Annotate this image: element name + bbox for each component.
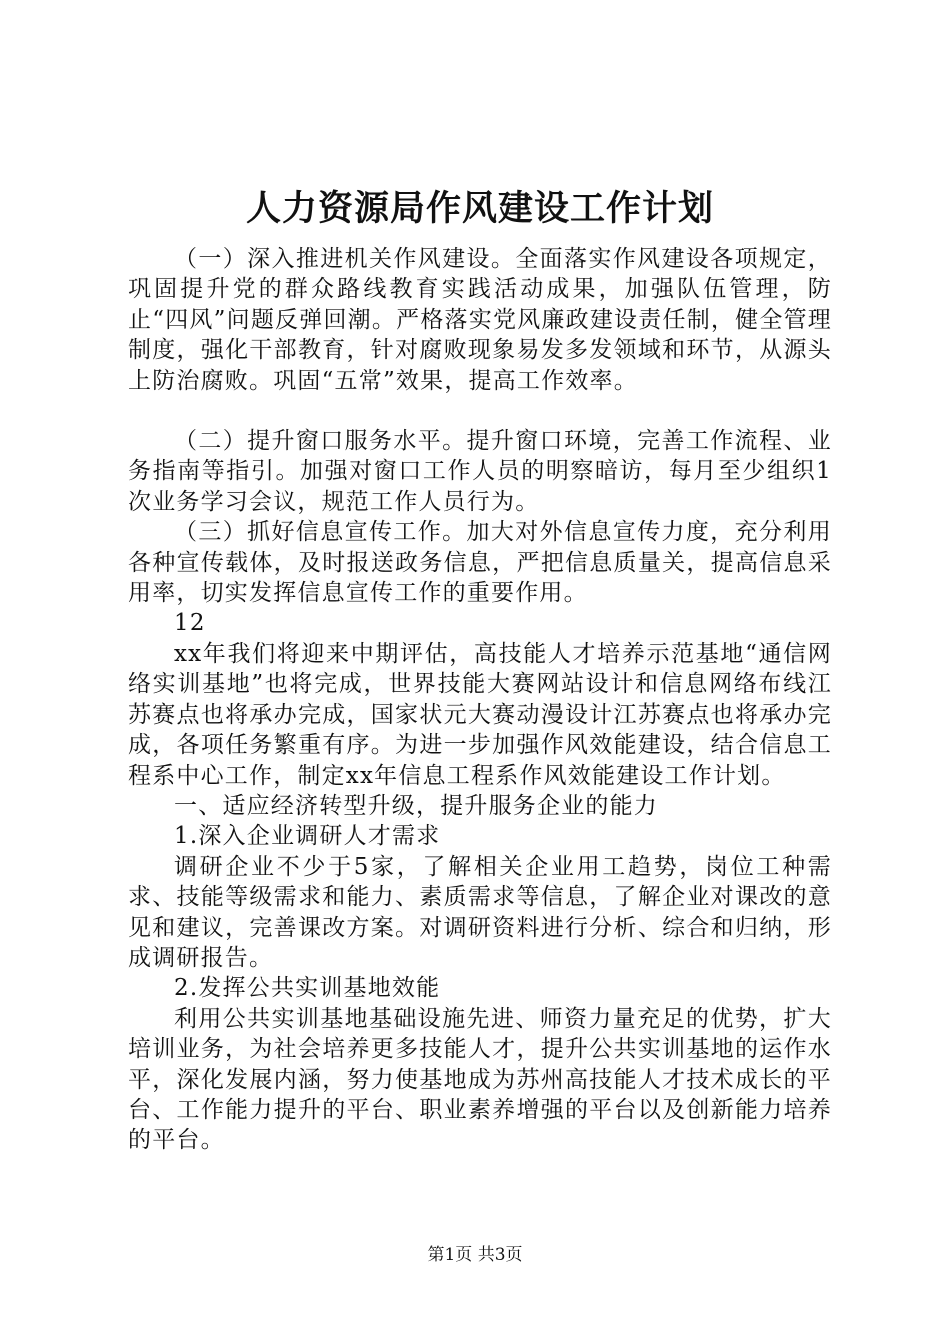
page-footer bbox=[0, 1243, 950, 1267]
paragraph-5: 调研企业不少于5家，了解相关企业用工趋势，岗位工种需求、技能等级需求和能力、素质需求等信息，了解企业对课改的意见和建议，完善课改方案。对调研资料进行分析、综合和归纳，形成调研报告。 bbox=[128, 853, 832, 971]
document-title: 人力资源局作风建设工作计划 bbox=[245, 188, 714, 229]
document-page bbox=[128, 180, 832, 1156]
page-indicator: 第1页 共3页 bbox=[427, 1245, 523, 1265]
paragraph-4: xx年我们将迎来中期评估，高技能人才培养示范基地“通信网络实训基地”也将完成，世界技能大赛网站设计和信息网络布线江苏赛点也将承办完成，国家状元大赛动漫设计江苏赛点也将承办完成，各项任务繁重有序。为进一步加强作风效能建设，结合信息工程系中心工作，制定xx年信息工程系作风效能建设工作计划。 bbox=[128, 640, 832, 789]
paragraph-number: 12 bbox=[174, 610, 206, 637]
section-heading-1: 一、适应经济转型升级，提升服务企业的能力 bbox=[174, 792, 658, 819]
paragraph-3: （三）抓好信息宣传工作。加大对外信息宣传力度，充分利用各种宣传载体，及时报送政务信息，严把信息质量关，提高信息采用率，切实发挥信息宣传工作的重要作用。 bbox=[128, 519, 832, 607]
paragraph-2: （二）提升窗口服务水平。提升窗口环境，完善工作流程、业务指南等指引。加强对窗口工作人员的明察暗访，每月至少组织1次业务学习会议，规范工作人员行为。 bbox=[128, 428, 832, 515]
paragraph-1: （一）深入推进机关作风建设。全面落实作风建设各项规定，巩固提升党的群众路线教育实践活动成果，加强队伍管理，防止“四风”问题反弹回潮。严格落实党风廉政建设责任制，健全管理制度，强化干部教育，针对腐败现象易发多发领域和环节，从源头上防治腐败。巩固“五常”效果，提高工作效率。 bbox=[128, 246, 832, 394]
subheading-1: 1.深入企业调研人才需求 bbox=[174, 823, 441, 850]
subheading-2: 2.发挥公共实训基地效能 bbox=[174, 975, 441, 1002]
paragraph-6: 利用公共实训基地基础设施先进、师资力量充足的优势，扩大培训业务，为社会培养更多技能人才，提升公共实训基地的运作水平，深化发展内涵，努力使基地成为苏州高技能人才技术成长的平台、工作能力提升的平台、职业素养增强的平台以及创新能力培养的平台。 bbox=[128, 1005, 832, 1154]
